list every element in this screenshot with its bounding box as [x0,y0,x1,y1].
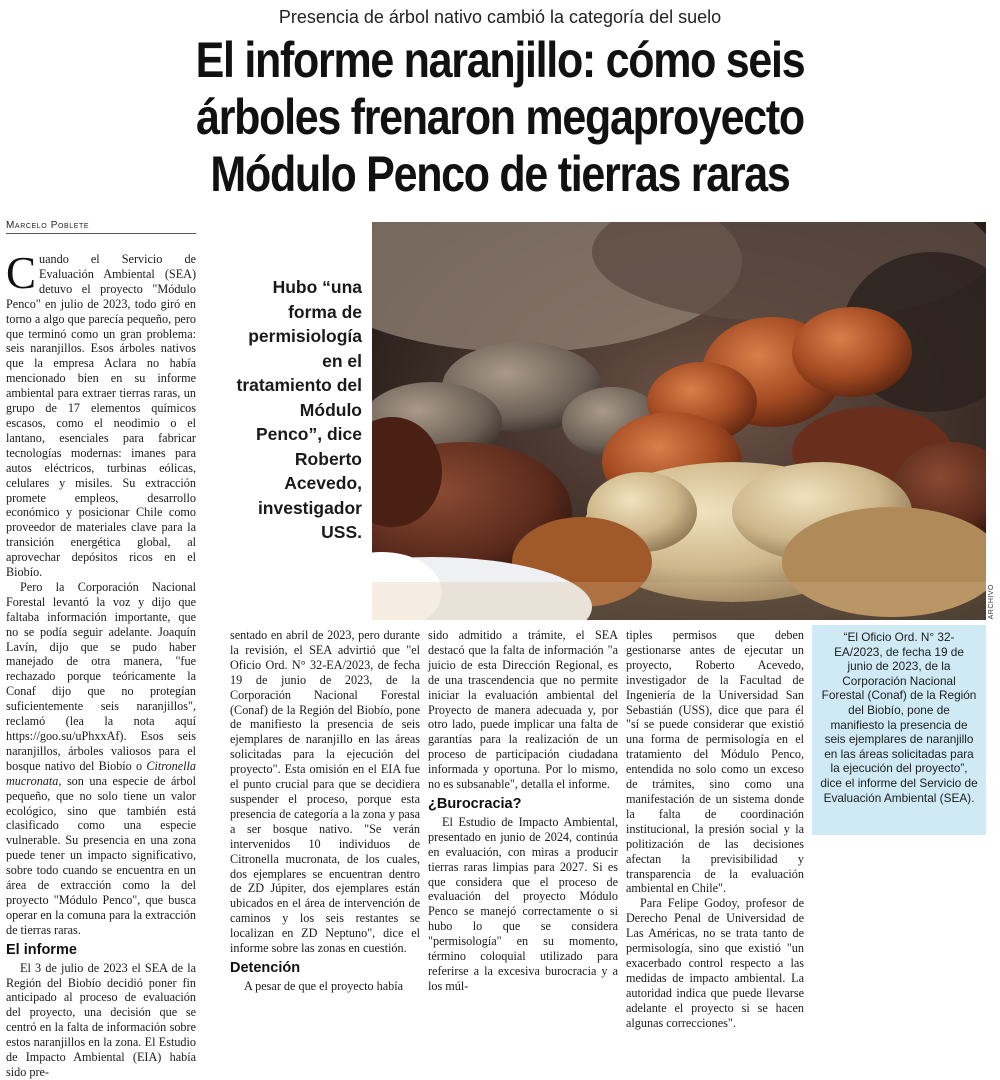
subhead-el-informe: El informe [6,941,77,958]
drop-cap: C [6,248,37,298]
paragraph-burocracia: El Estudio de Impacto Ambiental, presentado en junio de 2024, continúa en evaluación, con miras a producir tierras raras limpias para 2027. Si es que considera que el proceso de evaluación del proyecto Módulo Penco se manejó correctamente o si hubo lo que se considera "permisología" en su momento, término coloquial utilizado para referirse a la excesiva burocracia y a los múl- [428,814,618,993]
article-column-2 [230,628,420,994]
paragraph-informe: El 3 de julio de 2023 el SEA de la Región del Biobío decidió poner fin anticipado al proceso de evaluación del proyecto, una decisión que se centró en la falta de información sobre estos naranjillos en la zona. El Estudio de Impacto Ambiental (EIA) había sido pre- [6,960,196,1079]
paragraph-acevedo: tiples permisos que deben gestionarse antes de ejecutar un proyecto, Roberto Acevedo, investigador de la Facultad de Ingeniería de la Universidad San Sebastián (USS), dice que para él "sí se puede considerar que existió una forma de permisología en el tratamiento del Módulo Penco, entendida no solo como un exceso de trámites, sino como una manifestación de un sistema donde la falta de coordinación institucional, la presión social y la politización de las decisiones afectan la previsibilidad y transparencia de la evaluación ambiental en Chile". [626,628,804,896]
article-column-1 [6,248,196,1080]
subhead-detencion: Detención [230,959,301,976]
paragraph-tramite: sido admitido a trámite, el SEA destacó que la falta de información "a juicio de esta Dirección Regional, es de una trascendencia que no permite iniciar la evaluación ambiental del Proyecto de manera adecuada y, por otro lado, puede implicar una falta de garantías para la realización de un proceso de participación ciudadana informada y oportuna. Por lo mismo, no es subsanable", detalla el informe. [428,628,618,792]
article-column-4 [626,628,804,1030]
paragraph-oficio: sentado en abril de 2023, pero durante la revisión, el SEA advirtió que "el Oficio Ord. N° 32-EA/2023, de fecha 19 de junio de 2023, de la Corporación Nacional Forestal (Conaf) de la Región del Biobío, pone de manifiesto la presencia de seis ejemplares de naranjillo en las áreas solicitadas para la ejecución del proyecto". Esta omisión en el EIA fue el punto crucial para que se decidiera suspender el proceso, porque esta presencia de categoría a la zona y pasa a ser bosque nativo. "Se verán intervenidos 10 individuos de Citronella mucronata, de los cuales, dos ejemplares se encuentran dentro de ZD Júpiter, dos ejemplares están ubicados en el área de intervención de caminos y los seis restantes se localizan en ZD Neptuno", dice el informe sobre las zonas en cuestión. [230,628,420,956]
article-kicker: Presencia de árbol nativo cambió la categoría del suelo [278,7,722,27]
pull-quote: Hubo “una forma de permisiología en el tratamiento del Módulo Penco”, dice Roberto Acevedo, investigador USS. [236,277,362,542]
paragraph-detencion: A pesar de que el proyecto había [244,978,404,993]
rare-earth-minerals-photo [372,222,986,620]
paragraph-intro: Cuando el Servicio de Evaluación Ambiental (SEA) detuvo el proyecto "Módulo Penco" en julio de 2023, todo giró en torno a algo que parecía pequeño, pero que terminó como un gran problema: seis naranjillos. Esos árboles nativos que la empresa Aclara no había mencionado bien en su informe ambiental para extraer tierras raras, un grupo de 17 elementos químicos escasos, como el neodimio o el lantano, esenciales para fabricar tecnologías modernas: imanes para autos eléctricos, turbinas eólicas, celulares y misiles. Su extracción promete empleos, desarrollo económico y posicionar Chile como proveedor de materiales clave para la transición energética global, al aprovechar depósitos ricos en el Biobío. [6,248,196,580]
sidebar-quote-box: “El Oficio Ord. N° 32-EA/2023, de fecha 19 de junio de 2023, de la Corporación Nacional Forestal (Conaf) de la Región del Biobío, pone de manifiesto la presencia de seis ejemplares de naranjillo en las áreas solicitadas para la ejecución del proyecto”, dice el informe del Servicio de Evaluación Ambiental (SEA). [812,625,986,835]
subhead-burocracia: ¿Burocracia? [428,795,522,812]
species-name: Citronella mucronata [6,758,196,788]
article-column-3 [428,628,618,994]
article-headline: El informe naranjillo: cómo seis árboles frenaron megaproyecto Módulo Penco de tierras raras [195,32,805,202]
photo-credit: ARCHIVO [988,584,995,620]
article-byline: Marcelo Poblete [6,220,196,234]
paragraph-conaf: Pero la Corporación Nacional Forestal levantó la voz y dijo que faltaba información importante, que no se podía seguir adelante. Joaquín Lavín, dijo que se pudo haber manejado de otra manera, "fue rechazado porque teóricamente la Conaf dijo que no protegían suficientemente seis naranjillos", reclamó (lea la nota aquí https://goo.su/uPhxxAf). Esos seis naranjillos, árboles valiosos para el bosque nativo del Biobío o Citronella mucronata, son una especie de árbol pequeño, que no solo tiene un valor ecológico, sino que también está clasificado como una especie vulnerable. Su presencia en una zona puede tener un impacto significativo, sobre todo cuando se encuentra en un área de extracción como la del proyecto "Módulo Penco", que busca operar en la comuna para la extracción de tierras raras. [6,579,196,937]
paragraph-godoy: Para Felipe Godoy, profesor de Derecho Penal de Universidad de Las Américas, no se trata tanto de permisología, sino que existió "un exacerbado control respecto a las medidas de impacto ambiental. La autoridad indica que puede llevarse adelante el proyecto si se hacen algunas correcciones". [626,896,804,1030]
